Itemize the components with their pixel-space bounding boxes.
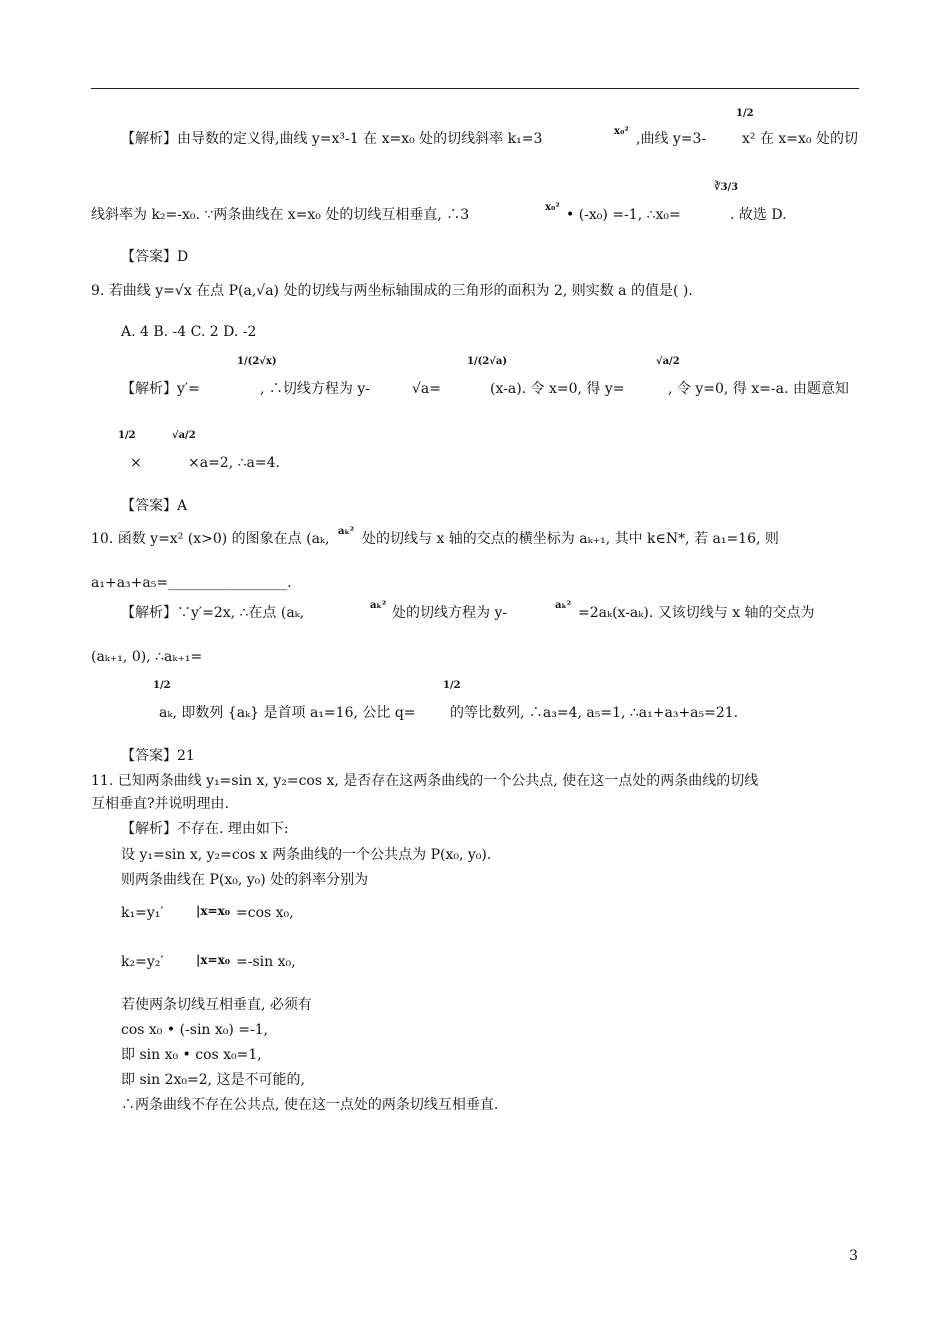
q10-solution-3b: 的等比数列, ∴a₃=4, a₅=1, ∴a₁+a₃+a₅=21. [450, 705, 739, 721]
fraction-roota-over-2: √a/2 [656, 356, 680, 367]
math-ak-squared-3: aₖ² [555, 600, 572, 611]
q8-solution-line1b: ,曲线 y=3- [636, 131, 707, 147]
q11-solution-8: 即 sin x₀ • cos x₀=1, [121, 1047, 262, 1063]
q11-solution-7: cos x₀ • (-sin x₀) =-1, [121, 1022, 269, 1038]
q11-solution-3: 则两条曲线在 P(x₀, y₀) 处的斜率分别为 [121, 872, 369, 888]
q8-solution-line1c: x² 在 x=x₀ 处的切 [742, 131, 858, 147]
q9-solution-line2a: × [130, 455, 142, 471]
fraction-half-2: 1/2 [118, 430, 136, 441]
q9-solution-e: , 令 y=0, 得 x=-a. 由题意知 [668, 381, 849, 397]
q11-solution-10: ∴两条曲线不存在公共点, 使在这一点处的两条切线互相垂直. [121, 1097, 499, 1113]
q9-question: 9. 若曲线 y=√x 在点 P(a,√a) 处的切线与两坐标轴围成的三角形的面积为 2, 则实数 a 的值是( ). [91, 283, 693, 299]
fraction-half: 1/2 [736, 108, 754, 119]
q9-options: A. 4 B. -4 C. 2 D. -2 [121, 324, 257, 340]
q9-solution-a: 【解析】y′= [121, 381, 200, 397]
q9-solution-line2b: ×a=2, ∴a=4. [188, 455, 280, 471]
header-rule [91, 88, 859, 89]
math-ak-squared-2: aₖ² [370, 600, 387, 611]
q8-answer: 【答案】D [121, 249, 189, 265]
fraction-cuberoot: ∛3/3 [714, 182, 739, 193]
page-number: 3 [849, 1248, 858, 1264]
fraction-half-3: 1/2 [153, 680, 171, 691]
q11-question-line2: 互相垂直?并说明理由. [91, 796, 229, 812]
fraction-1-over-2roota: 1/(2√a) [467, 356, 508, 367]
q11-solution-1: 【解析】不存在. 理由如下: [121, 821, 289, 837]
q10-solution-3a: aₖ, 即数列 {aₖ} 是首项 a₁=16, 公比 q= [159, 705, 416, 721]
q11-k2-c: =-sin x₀, [236, 954, 296, 970]
q11-k1-c: =cos x₀, [236, 905, 294, 921]
q11-question-line1: 11. 已知两条曲线 y₁=sin x, y₂=cos x, 是否存在这两条曲线的一个公共点, 使在这一点处的两条曲线的切线 [91, 773, 759, 789]
q10-blank-line: a₁+a₃+a₅=_________________. [91, 575, 292, 591]
q10-answer: 【答案】21 [121, 748, 195, 764]
q11-solution-9: 即 sin 2x₀=2, 这是不可能的, [121, 1072, 305, 1088]
q8-solution-line1a: 【解析】由导数的定义得,曲线 y=x³-1 在 x=x₀ 处的切线斜率 k₁=3 [121, 131, 543, 147]
q11-solution-2: 设 y₁=sin x, y₂=cos x 两条曲线的一个公共点为 P(x₀, y₀). [121, 847, 492, 863]
fraction-roota-over-2-b: √a/2 [172, 430, 196, 441]
q9-solution-c: √a= [412, 381, 441, 397]
q10-solution-c: =2aₖ(x-aₖ). 又该切线与 x 轴的交点为 [578, 605, 815, 621]
math-x0-squared-2: x₀² [545, 202, 560, 213]
math-ak-squared: aₖ² [338, 526, 355, 537]
math-x0-squared: x₀² [614, 126, 629, 137]
q10-question-b: 处的切线与 x 轴的交点的横坐标为 aₖ₊₁, 其中 k∈N*, 若 a₁=16, 则 [362, 531, 779, 547]
q8-solution-line2b: • (-x₀) =-1, ∴x₀= [566, 207, 681, 223]
q11-k1-eval: |x=x₀ [196, 904, 230, 918]
q11-solution-6: 若使两条切线互相垂直, 必须有 [121, 997, 312, 1013]
q10-solution-a: 【解析】∵y′=2x, ∴在点 (aₖ, [121, 605, 305, 621]
q8-solution-line2a: 线斜率为 k₂=-x₀. ∵两条曲线在 x=x₀ 处的切线互相垂直, ∴3 [91, 207, 470, 223]
q11-k2-eval: |x=x₀ [196, 953, 230, 967]
q11-k1-a: k₁=y₁′ [121, 905, 164, 921]
q10-solution-b: 处的切线方程为 y- [392, 605, 508, 621]
q9-solution-d: (x-a). 令 x=0, 得 y= [490, 381, 625, 397]
fraction-half-4: 1/2 [443, 680, 461, 691]
q9-solution-b: , ∴切线方程为 y- [260, 381, 370, 397]
q10-question: 10. 函数 y=x² (x>0) 的图象在点 (aₖ, [91, 531, 330, 547]
fraction-1-over-2rootx: 1/(2√x) [237, 356, 277, 367]
q10-solution-2: (aₖ₊₁, 0), ∴aₖ₊₁= [91, 649, 203, 665]
q8-solution-line2c: . 故选 D. [730, 207, 787, 223]
q9-answer: 【答案】A [121, 498, 188, 514]
q11-k2-a: k₂=y₂′ [121, 954, 164, 970]
